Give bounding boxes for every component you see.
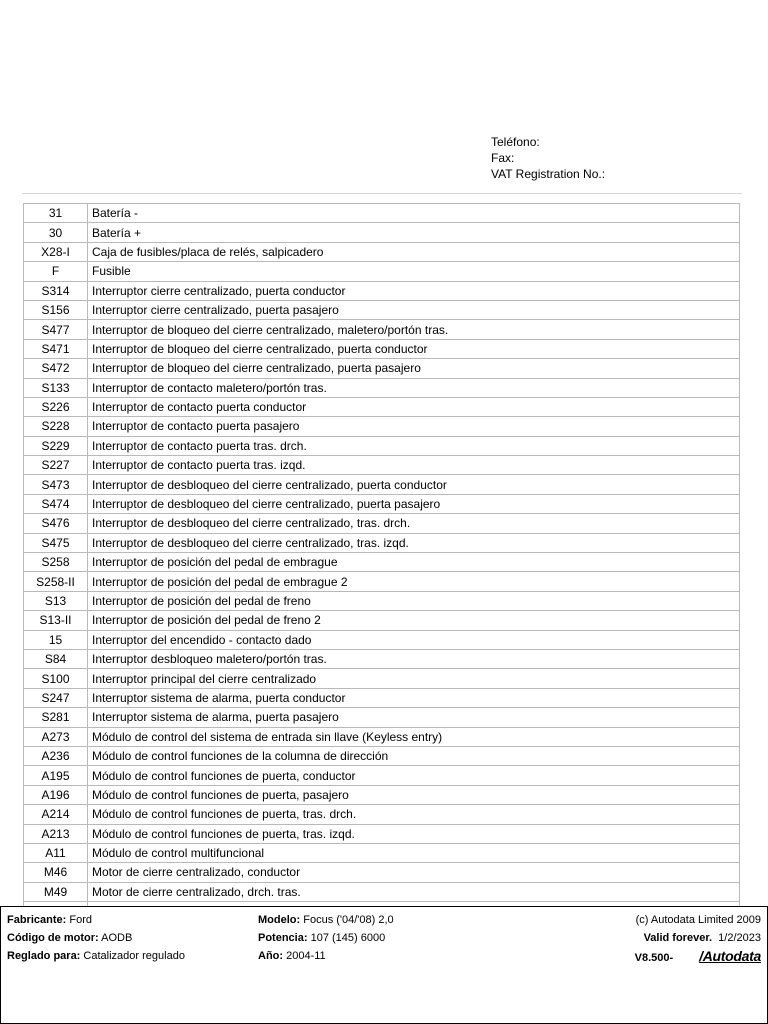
component-description: Interruptor sistema de alarma, puerta conductor [88, 688, 740, 707]
table-row [24, 688, 740, 707]
model-label: Modelo: [258, 914, 301, 926]
phone-label: Teléfono: [491, 135, 540, 149]
components-table-body [24, 204, 740, 907]
component-description: Interruptor de contacto puerta tras. drch. [88, 436, 740, 455]
component-code: S84 [24, 649, 88, 668]
component-description: Interruptor de bloqueo del cierre centralizado, maletero/portón tras. [88, 320, 740, 339]
component-code: 31 [24, 204, 88, 223]
component-code: S228 [24, 417, 88, 436]
document-footer [0, 906, 768, 1024]
table-row [24, 649, 740, 668]
component-code: S475 [24, 533, 88, 552]
table-row [24, 572, 740, 591]
component-description: Motor de cierre centralizado, conductor [88, 863, 740, 882]
table-row [24, 630, 740, 649]
component-description: Interruptor de posición del pedal de embrague 2 [88, 572, 740, 591]
component-description: Interruptor cierre centralizado, puerta pasajero [88, 300, 740, 319]
component-description: Interruptor de bloqueo del cierre centralizado, puerta pasajero [88, 359, 740, 378]
component-description: Interruptor del encendido - contacto dado [88, 630, 740, 649]
validity-date: 1/2/2023 [718, 932, 761, 944]
engine-code-label: Código de motor: [7, 932, 99, 944]
table-row [24, 494, 740, 513]
tuned-for-value: Catalizador regulado [83, 950, 185, 962]
engine-code-line [7, 929, 185, 947]
power-line [258, 929, 394, 947]
component-description: Batería + [88, 223, 740, 242]
component-code: A213 [24, 824, 88, 843]
component-description: Interruptor sistema de alarma, puerta pasajero [88, 708, 740, 727]
component-description: Interruptor de posición del pedal de freno 2 [88, 611, 740, 630]
component-code: S477 [24, 320, 88, 339]
footer-vehicle-info [7, 911, 185, 965]
table-row [24, 591, 740, 610]
component-code: M49 [24, 882, 88, 901]
table-row [24, 339, 740, 358]
component-code: A11 [24, 843, 88, 862]
component-description: Interruptor de contacto maletero/portón tras. [88, 378, 740, 397]
power-value: 107 (145) 6000 [310, 932, 386, 944]
vat-label: VAT Registration No.: [491, 167, 606, 181]
table-row [24, 204, 740, 223]
component-code: S156 [24, 300, 88, 319]
model-value: Focus ('04/'08) 2,0 [303, 914, 394, 926]
contact-block [491, 134, 605, 182]
component-description: Fusible [88, 262, 740, 281]
autodata-logo: /Autodata [699, 948, 761, 964]
year-label: Año: [258, 950, 284, 962]
component-code: S471 [24, 339, 88, 358]
manufacturer-line [7, 911, 185, 929]
table-row [24, 669, 740, 688]
components-table [23, 203, 740, 906]
component-description: Interruptor de contacto puerta conductor [88, 397, 740, 416]
tuned-for-line [7, 947, 185, 965]
table-row [24, 475, 740, 494]
table-row [24, 242, 740, 261]
component-code: S472 [24, 359, 88, 378]
component-code: S133 [24, 378, 88, 397]
table-row [24, 882, 740, 901]
table-row [24, 746, 740, 765]
component-description: Módulo de control funciones de puerta, tras. drch. [88, 805, 740, 824]
component-code: S281 [24, 708, 88, 727]
table-row [24, 456, 740, 475]
component-code: S226 [24, 397, 88, 416]
table-row [24, 611, 740, 630]
table-row [24, 824, 740, 843]
component-description: Interruptor de desbloqueo del cierre centralizado, puerta pasajero [88, 494, 740, 513]
table-row [24, 320, 740, 339]
power-label: Potencia: [258, 932, 308, 944]
component-code: S227 [24, 456, 88, 475]
footer-publisher-info [635, 911, 761, 967]
component-description: Interruptor de bloqueo del cierre centralizado, puerta conductor [88, 339, 740, 358]
table-row [24, 785, 740, 804]
validity-line [635, 929, 761, 947]
component-description: Interruptor de desbloqueo del cierre centralizado, tras. drch. [88, 514, 740, 533]
table-row [24, 843, 740, 862]
component-description: Módulo de control del sistema de entrada sin llave (Keyless entry) [88, 727, 740, 746]
component-description: Batería - [88, 204, 740, 223]
component-code: X28-I [24, 242, 88, 261]
component-description: Interruptor de posición del pedal de embrague [88, 553, 740, 572]
component-code: A195 [24, 766, 88, 785]
component-description: Interruptor de desbloqueo del cierre centralizado, puerta conductor [88, 475, 740, 494]
table-row [24, 417, 740, 436]
component-description: Interruptor principal del cierre centralizado [88, 669, 740, 688]
component-code: S100 [24, 669, 88, 688]
component-description: Módulo de control funciones de puerta, pasajero [88, 785, 740, 804]
table-row [24, 553, 740, 572]
component-code: S473 [24, 475, 88, 494]
table-row [24, 378, 740, 397]
component-description: Interruptor de contacto puerta pasajero [88, 417, 740, 436]
component-code: S258 [24, 553, 88, 572]
version-text: V8.500- [634, 952, 674, 964]
component-code: A236 [24, 746, 88, 765]
engine-code-value: AODB [101, 932, 133, 944]
component-code: S258-II [24, 572, 88, 591]
component-description: Interruptor de contacto puerta tras. izqd. [88, 456, 740, 475]
component-description: Interruptor de desbloqueo del cierre centralizado, tras. izqd. [88, 533, 740, 552]
year-line [258, 947, 394, 965]
component-code: S314 [24, 281, 88, 300]
component-code: F [24, 262, 88, 281]
component-description: Módulo de control funciones de puerta, conductor [88, 766, 740, 785]
component-code: A214 [24, 805, 88, 824]
copyright-text: (c) Autodata Limited 2009 [635, 914, 761, 926]
table-row [24, 262, 740, 281]
table-row [24, 863, 740, 882]
fax-label: Fax: [491, 151, 515, 165]
component-code: S13 [24, 591, 88, 610]
component-code: M46 [24, 863, 88, 882]
component-code: S247 [24, 688, 88, 707]
tuned-for-label: Reglado para: [7, 950, 81, 962]
year-value: 2004-11 [286, 950, 326, 962]
table-row [24, 359, 740, 378]
footer-model-info [258, 911, 394, 965]
component-description: Módulo de control funciones de puerta, tras. izqd. [88, 824, 740, 843]
table-row [24, 533, 740, 552]
component-code: 30 [24, 223, 88, 242]
table-row [24, 708, 740, 727]
table-row [24, 727, 740, 746]
component-description: Interruptor de posición del pedal de freno [88, 591, 740, 610]
component-code: A273 [24, 727, 88, 746]
component-description: Interruptor desbloqueo maletero/portón tras. [88, 649, 740, 668]
components-table-container [23, 203, 740, 906]
table-row [24, 436, 740, 455]
version-line [635, 947, 761, 967]
table-row [24, 514, 740, 533]
component-description: Módulo de control multifuncional [88, 843, 740, 862]
header-divider [22, 193, 742, 194]
component-code: S474 [24, 494, 88, 513]
component-description: Módulo de control funciones de la columna de dirección [88, 746, 740, 765]
table-row [24, 766, 740, 785]
table-row [24, 281, 740, 300]
component-code: S13-II [24, 611, 88, 630]
table-row [24, 805, 740, 824]
component-description: Interruptor cierre centralizado, puerta conductor [88, 281, 740, 300]
component-description: Motor de cierre centralizado, drch. tras. [88, 882, 740, 901]
manufacturer-label: Fabricante: [7, 914, 67, 926]
component-code: 15 [24, 630, 88, 649]
manufacturer-value: Ford [69, 914, 92, 926]
component-code: A196 [24, 785, 88, 804]
component-description: Caja de fusibles/placa de relés, salpicadero [88, 242, 740, 261]
component-code: S229 [24, 436, 88, 455]
validity-label: Valid forever. [643, 932, 713, 944]
model-line [258, 911, 394, 929]
table-row [24, 300, 740, 319]
table-row [24, 223, 740, 242]
component-code: S476 [24, 514, 88, 533]
table-row [24, 397, 740, 416]
